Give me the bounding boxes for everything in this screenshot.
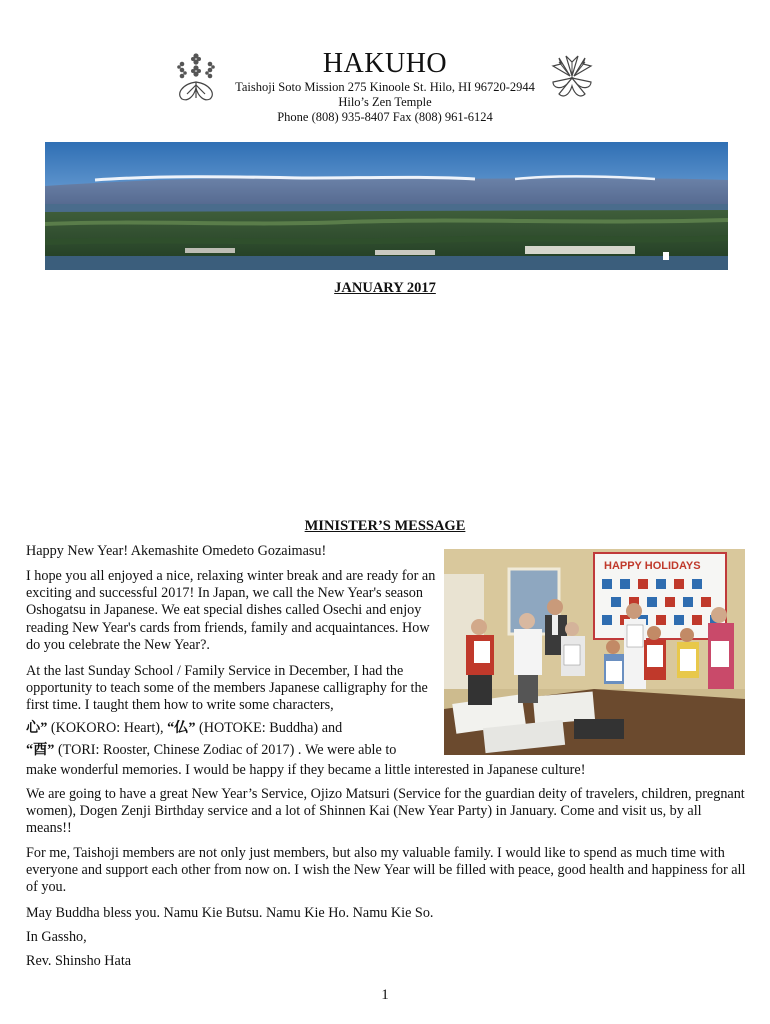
calligraphy-line-2 xyxy=(26,742,441,759)
calligraphy-char-heart: 心” xyxy=(26,720,48,736)
message-paragraph-2-lead: At the last Sunday School / Family Service in December, I had the opportunity to teach some of the members Japanese calligraphy for the first time. I taught them how to write some characters, xyxy=(26,663,428,714)
temple-address: Taishoji Soto Mission 275 Kinoole St. Hilo, HI 96720-2944 xyxy=(235,80,535,94)
calligraphy-class-photo xyxy=(444,549,745,755)
calligraphy-note-heart: (KOKORO: Heart), xyxy=(47,720,168,736)
hilo-panorama-image xyxy=(45,142,728,270)
calligraphy-char-rooster: “酉” xyxy=(26,742,55,758)
calligraphy-note-rooster: (TORI: Rooster, Chinese Zodiac of 2017) . We were able to xyxy=(54,742,397,758)
blessing: May Buddha bless you. Namu Kie Butsu. Namu Kie Ho. Namu Kie So. xyxy=(26,905,434,921)
message-paragraph-4: For me, Taishoji members are not only just members, but also my valuable family. I would like to spend as much time with everyone and support each other from now on. I wish the New Year will be filled with peace, good health and happiness for all of you. xyxy=(26,845,746,896)
temple-subtitle: Hilo’s Zen Temple xyxy=(338,95,432,109)
page-number: 1 xyxy=(381,987,389,1003)
issue-month: JANUARY 2017 xyxy=(334,280,436,296)
temple-phone-fax: Phone (808) 935-8407 Fax (808) 961-6124 xyxy=(277,110,493,124)
newsletter-title: HAKUHO xyxy=(322,48,448,79)
calligraphy-line-1 xyxy=(26,720,441,737)
greeting: Happy New Year! Akemashite Omedeto Gozaimasu! xyxy=(26,543,327,559)
ministers-message-heading: MINISTER’S MESSAGE xyxy=(304,518,466,534)
message-paragraph-1: I hope you all enjoyed a nice, relaxing winter break and are ready for an exciting and successful 2017! In Japan, we call the New Year's season Oshogatsu in Japanese. We eat special dishes called Osechi and enjoy reading New Year's cards from friends, family and acquaintances. How do you celebrate the New Year?. xyxy=(26,568,436,653)
masthead xyxy=(200,48,570,125)
message-paragraph-2-tail: make wonderful memories. I would be happy if they became a little interested in Japanese culture! xyxy=(26,762,586,778)
calligraphy-char-buddha: “仏” xyxy=(167,720,196,736)
happy-holidays-poster: HAPPY HOLIDAYS xyxy=(604,560,701,572)
closing: In Gassho, xyxy=(26,929,87,945)
calligraphy-note-buddha: (HOTOKE: Buddha) and xyxy=(195,720,343,736)
signature: Rev. Shinsho Hata xyxy=(26,953,132,969)
message-paragraph-3: We are going to have a great New Year’s Service, Ojizo Matsuri (Service for the guardian deity of travelers, children, pregnant women), Dogen Zenji Birthday service and a lot of Shinnen Kai (New Year Party) in January. Come and visit us, by all means!! xyxy=(26,786,745,837)
